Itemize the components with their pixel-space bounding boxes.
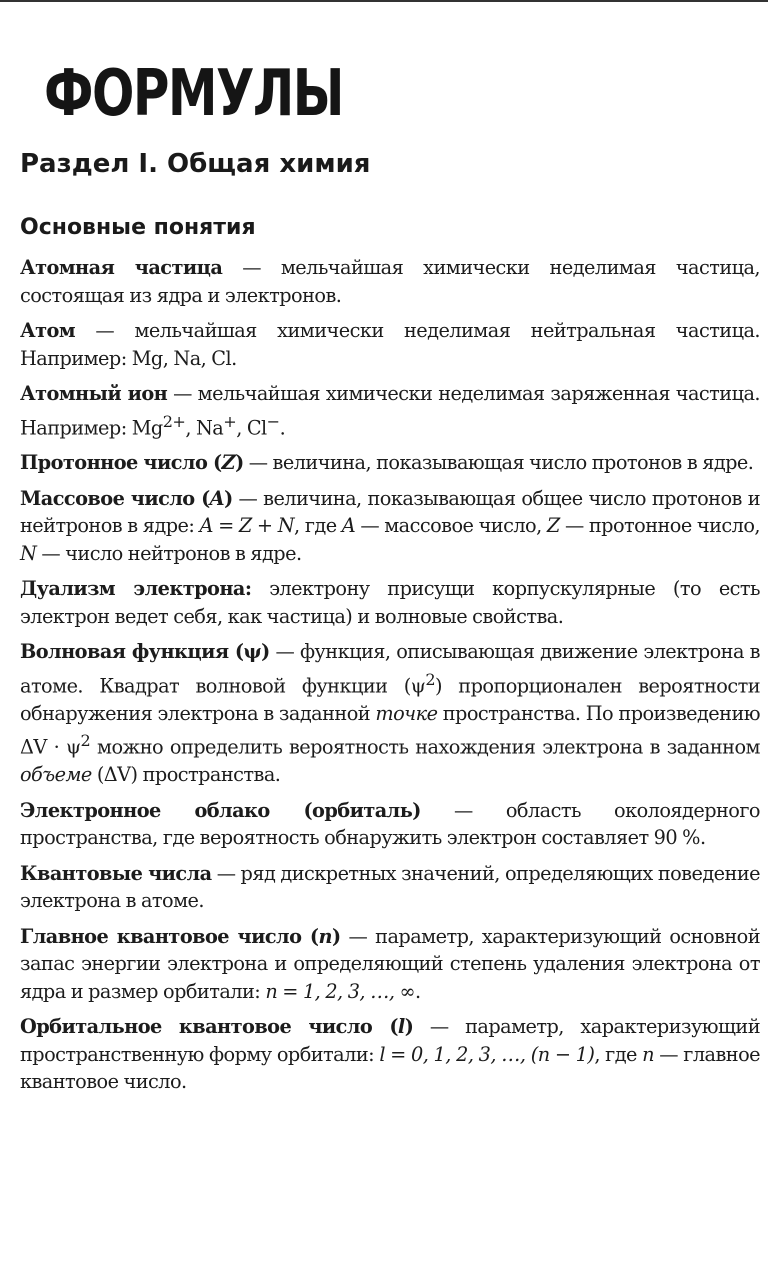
definition-electron-cloud [20,797,760,852]
definition-text: электрону присущи корпускулярные (то есть электрон ведет себя, как частица) и волновые свойства. [20,577,760,628]
definition-proton-number [20,449,760,477]
symbol: n [642,1042,655,1066]
term-text: Главное квантовое число ( [20,924,319,948]
term: Дуализм электрона: [20,577,252,601]
definition-text: (ΔV) пространства. [91,763,281,787]
term-text: Массовое число ( [20,486,210,510]
formula: A = Z + N [199,514,295,538]
term-text: Протонное число ( [20,451,222,475]
definition-text: — массовое число, [355,514,547,538]
definition-text: , Cl [236,415,267,439]
definition-text: , Na [185,415,224,439]
definition-text: — мельчайшая химически неделимая заряженная частица. Например: Mg [20,382,760,439]
definition-text: — число нейтронов в ядре. [36,541,302,565]
section-title: Раздел I. Общая химия [20,149,371,179]
superscript: 2+ [162,411,186,431]
definition-wave-function [20,638,760,788]
definition-principal-quantum-number [20,923,760,1006]
definition-text: , где [594,1042,643,1066]
page-title: ФОРМУЛЫ [44,57,343,131]
definition-text: — протонное число, [559,514,760,538]
definition-text: пространства. По произведению ΔV · ψ [20,701,761,759]
subsection-title: Основные понятия [20,215,256,240]
definition-atomic-ion [20,380,760,441]
superscript: 2 [425,669,435,689]
definition-mass-number [20,485,760,568]
definitions-list [20,254,760,1104]
superscript: 2 [80,731,91,751]
definition-text: — параметр, характеризующий пространственную форму орбитали: [20,1015,760,1066]
definition-quantum-numbers [20,860,760,915]
term: Волновая функция (ψ) [20,640,270,664]
superscript: + [223,411,237,431]
symbol: Z [546,514,560,538]
definition-electron-dualism [20,575,760,630]
term-text: ) [404,1015,414,1039]
definition-text: — мельчайшая химически неделимая нейтральная частица. Например: Mg, Na, Cl. [20,319,760,370]
definition-text: , где [294,514,342,538]
definition-text: . [415,979,421,1003]
formula: l = 0, 1, 2, 3, …, (n − 1) [379,1042,595,1066]
term: Квантовые числа [20,861,212,885]
definition-text: — главное квантовое число. [20,1042,760,1094]
definition-text: — параметр, характеризующий основной запас энергии электрона и определяющий степень удаления электрона от ядра и размер орбитали: [20,924,760,1003]
definition-text: — функция, описывающая движение электрона в атоме. Квадрат волновой функции (ψ [20,640,760,698]
term: Атомный ион [20,382,168,405]
term [20,925,341,948]
emphasis: точке [375,701,438,725]
term: Атом [20,319,76,342]
term-text: ) [224,486,233,510]
definition-atomic-particle [20,254,760,309]
definition-text: — величина, показывающая общее число протонов и нейтронов в ядре: [20,486,760,538]
symbol: A [209,486,225,510]
term [20,451,244,474]
definition-text: можно определить вероятность нахождения электрона в заданном [90,735,760,759]
term-text: ) [331,924,341,948]
definition-orbital-quantum-number [20,1013,760,1096]
symbol: A [341,514,356,538]
emphasis: объеме [20,763,92,787]
definition-text: — ряд дискретных значений, определяющих поведение электрона в атоме. [20,861,760,913]
symbol: Z [221,451,236,475]
definition-text: ) пропорционален вероятности обнаружения электрона в заданной [20,674,761,725]
term [20,1015,413,1038]
definition-text: . [279,415,286,439]
definition-atom [20,317,760,372]
definition-text: — величина, показывающая число протонов в ядре. [243,451,754,475]
term [20,487,233,510]
formula: n = 1, 2, 3, …, ∞ [265,979,415,1003]
term-text: Орбитальное квантовое число ( [20,1015,398,1039]
symbol: N [20,541,37,565]
top-divider [0,0,768,2]
definition-text: — мельчайшая химически неделимая частица, состоящая из ядра и электронов. [20,256,760,307]
symbol: n [318,924,332,948]
term: Атомная частица [20,256,223,279]
term-text: ) [235,451,244,475]
symbol: l [397,1015,405,1039]
superscript: − [266,411,280,431]
definition-text: — область околоядерного пространства, где вероятность обнаружить электрон составляет 90 %. [20,798,760,850]
term: Электронное облако (орбиталь) [20,798,421,822]
